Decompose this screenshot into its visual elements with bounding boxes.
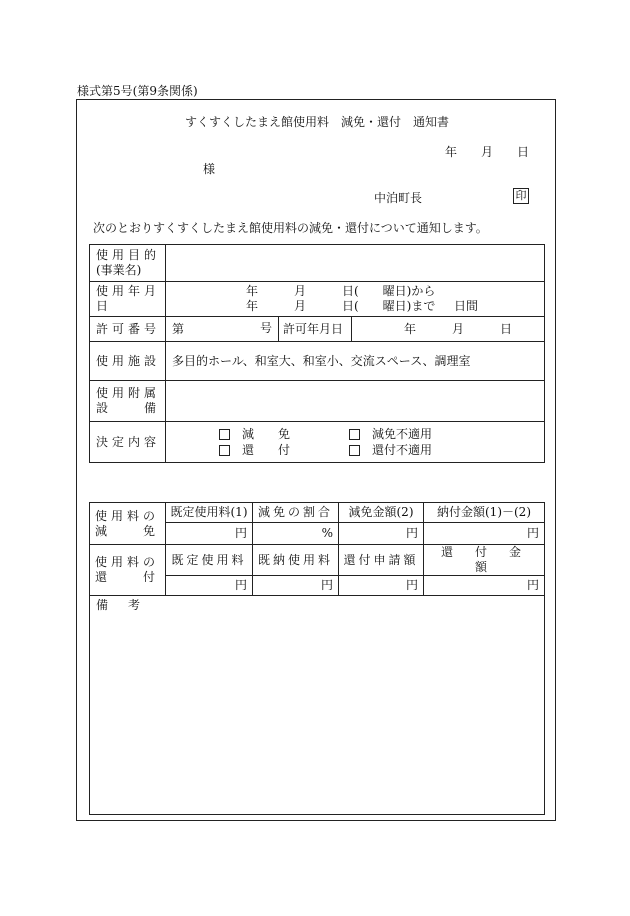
intro-text: 次のとおりすくすくしたまえ館使用料の減免・還付について通知します。 — [93, 221, 488, 235]
usage-days: 日間 — [454, 299, 479, 313]
reduction-label: 使用料の 減 免 — [90, 503, 166, 545]
reduction-rate-header: 減免の割合 — [253, 503, 339, 523]
option-refund-na[interactable]: 還付不適用 — [349, 443, 432, 458]
remarks-row — [90, 596, 545, 815]
equipment-value[interactable] — [166, 381, 545, 422]
fixed-fee-header: 既定使用料(1) — [166, 503, 253, 523]
usage-date-row — [90, 282, 545, 317]
refund-amount-value[interactable]: 円 — [424, 576, 545, 596]
option-refund[interactable]: 還 付 — [219, 443, 290, 458]
remarks-field[interactable] — [90, 596, 545, 815]
date-line: 年 月 日 — [445, 145, 530, 159]
seal-mark — [513, 188, 529, 204]
paid-fee-header: 既納使用料 — [253, 545, 339, 576]
permit-no-value[interactable]: 第 号 — [166, 317, 279, 342]
refund-amount-header: 還付金額 — [424, 545, 545, 576]
fixed-fee2-value[interactable]: 円 — [166, 576, 253, 596]
permit-date-value[interactable]: 年 月 日 — [352, 317, 545, 342]
purpose-label: 使用目的 (事業名) — [90, 245, 166, 282]
fixed-fee2-header: 既定使用料 — [166, 545, 253, 576]
usage-date-value[interactable] — [166, 282, 545, 317]
addressee-suffix: 様 — [203, 162, 216, 176]
option-reduction-na[interactable]: 減免不適用 — [349, 427, 432, 442]
reduction-rate-value[interactable]: % — [253, 523, 339, 545]
checkbox-refund[interactable] — [219, 445, 230, 456]
decision-row — [90, 422, 545, 463]
refund-label: 使用料の 還 付 — [90, 545, 166, 596]
purpose-value[interactable] — [166, 245, 545, 282]
form-number: 様式第5号(第9条関係) — [77, 84, 198, 98]
permit-row — [90, 317, 545, 342]
checkbox-refund-na[interactable] — [349, 445, 360, 456]
facility-row — [90, 342, 545, 381]
payment-amount-header: 納付金額(1)－(2) — [424, 503, 545, 523]
permit-no-label: 許可番号 — [90, 317, 166, 342]
form-title: すくすくしたまえ館使用料 減免・還付 通知書 — [185, 115, 450, 129]
checkbox-reduction[interactable] — [219, 429, 230, 440]
paid-fee-value[interactable]: 円 — [253, 576, 339, 596]
permit-date-label: 許可年月日 — [279, 317, 352, 342]
usage-date-from: 年 月 日( 曜日)から — [246, 284, 436, 298]
usage-date-label: 使用年月日 — [90, 282, 166, 317]
equipment-label: 使用附属 設 備 — [90, 381, 166, 422]
equipment-row — [90, 381, 545, 422]
fee-table — [89, 502, 545, 815]
reduction-header-row — [90, 503, 545, 523]
refund-header-row — [90, 545, 545, 576]
payment-amount-value[interactable]: 円 — [424, 523, 545, 545]
usage-date-to: 年 月 日( 曜日)まで — [246, 299, 436, 313]
option-reduction[interactable]: 減 免 — [219, 427, 290, 442]
issuer-name: 中泊町長 — [374, 191, 423, 205]
facility-value: 多目的ホール、和室大、和室小、交流スペース、調理室 — [166, 342, 545, 381]
decision-label: 決定内容 — [90, 422, 166, 463]
reduction-amount-value[interactable]: 円 — [339, 523, 424, 545]
seal-text: 印 — [513, 188, 529, 204]
application-table — [89, 244, 545, 463]
refund-request-value[interactable]: 円 — [339, 576, 424, 596]
purpose-row — [90, 245, 545, 282]
decision-options — [166, 422, 545, 463]
refund-request-header: 還付申請額 — [339, 545, 424, 576]
fixed-fee-value[interactable]: 円 — [166, 523, 253, 545]
remarks-label: 備 考 — [96, 598, 145, 612]
checkbox-reduction-na[interactable] — [349, 429, 360, 440]
reduction-amount-header: 減免金額(2) — [339, 503, 424, 523]
facility-label: 使用施設 — [90, 342, 166, 381]
